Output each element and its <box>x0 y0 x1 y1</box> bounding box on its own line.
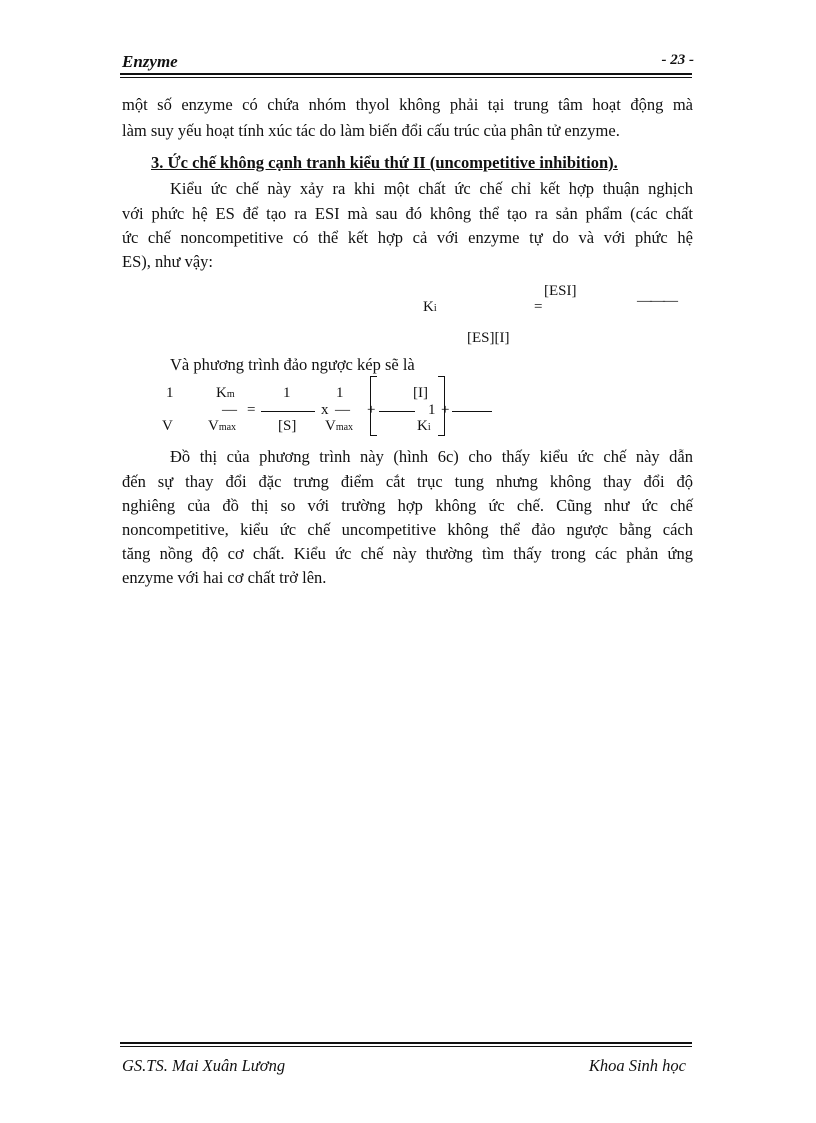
paragraph-3-line-6: enzyme với hai cơ chất trở lên. <box>122 568 327 587</box>
footer-author: GS.TS. Mai Xuân Lương <box>122 1056 286 1075</box>
paragraph-3-line-3: nghiêng của đồ thị so với trường hợp không ức chế. Cũng như ức chế <box>122 496 693 515</box>
ki-symbol: Ki <box>423 299 437 315</box>
paragraph-1-line-2: làm suy yếu hoạt tính xúc tác do làm biến đổi cấu trúc của phân tử enzyme. <box>122 121 620 140</box>
ki-numerator: [ESI] <box>544 283 577 299</box>
paragraph-3-line-5: tăng nồng độ cơ chất. Kiểu ức chế này thường tìm thấy trong các phản ứng <box>122 544 693 563</box>
running-header-title: Enzyme <box>122 52 178 71</box>
section-heading: 3. Ức chế không cạnh tranh kiểu thứ II (uncompetitive inhibition). <box>151 153 618 172</box>
paragraph-3-line-4: noncompetitive, kiểu ức chế uncompetitive không thể đảo ngược bằng cách <box>122 520 693 539</box>
equals-sign: = <box>247 402 256 418</box>
ki-denominator: [ES][I] <box>467 330 510 346</box>
ki-equals: = <box>534 299 543 315</box>
vmax-symbol-2: Vmax <box>325 418 354 434</box>
header-rule <box>120 73 692 75</box>
header-rule-thin <box>120 77 692 78</box>
paragraph-2-line-3: ức chế noncompetitive có thể kết hợp cả với enzyme tự do và với phức hệ <box>122 228 693 247</box>
paragraph-2-line-4: ES), như vậy: <box>122 252 213 271</box>
one-over-vmax-numerator: 1 <box>336 385 344 401</box>
inhibitor-concentration: [I] <box>413 385 428 401</box>
paragraph-1-line-1: một số enzyme có chứa nhóm thyol không phải tại trung tâm hoạt động mà <box>122 95 693 114</box>
paragraph-2-line-1: Kiểu ức chế này xảy ra khi một chất ức chế chỉ kết hợp thuận nghịch <box>170 179 693 198</box>
fraction-dash-2: — <box>335 402 350 418</box>
ki-symbol-2: Ki <box>417 418 431 434</box>
lhs-numerator: 1 <box>166 385 174 401</box>
footer-department: Khoa Sinh học <box>588 1056 686 1075</box>
fraction-bar-s <box>261 411 315 412</box>
paragraph-2-line-2: với phức hệ ES để tạo ra ESI mà sau đó không thể tạo ra sản phẩm (các chất <box>122 204 693 223</box>
lhs-denominator: V <box>162 418 173 434</box>
ki-fraction-rule: ——— <box>637 293 676 309</box>
km-symbol: Km <box>216 385 235 401</box>
constant-one: 1 <box>428 402 436 418</box>
times-sign: x <box>321 402 329 418</box>
substrate-concentration: [S] <box>278 418 297 434</box>
paragraph-3-line-1: Đồ thị của phương trình này (hình 6c) cho thấy kiểu ức chế này dẫn <box>170 447 693 466</box>
one-over-s-numerator: 1 <box>283 385 291 401</box>
plus-sign-2: + <box>441 402 450 418</box>
trailing-rule <box>452 411 492 412</box>
vmax-symbol-1: Vmax <box>208 418 237 434</box>
paragraph-3-line-2: đến sự thay đổi đặc trưng điểm cắt trục tung nhưng không thay đổi độ <box>122 472 693 491</box>
reciprocal-intro: Và phương trình đảo ngược kép sẽ là <box>170 355 415 374</box>
fraction-dash-1: — <box>222 402 237 418</box>
footer-rule <box>120 1042 692 1044</box>
plus-sign-1: + <box>367 402 376 418</box>
footer-rule-thin <box>120 1046 692 1047</box>
fraction-bar-i <box>379 411 415 412</box>
page-number: - 23 - <box>661 52 694 68</box>
